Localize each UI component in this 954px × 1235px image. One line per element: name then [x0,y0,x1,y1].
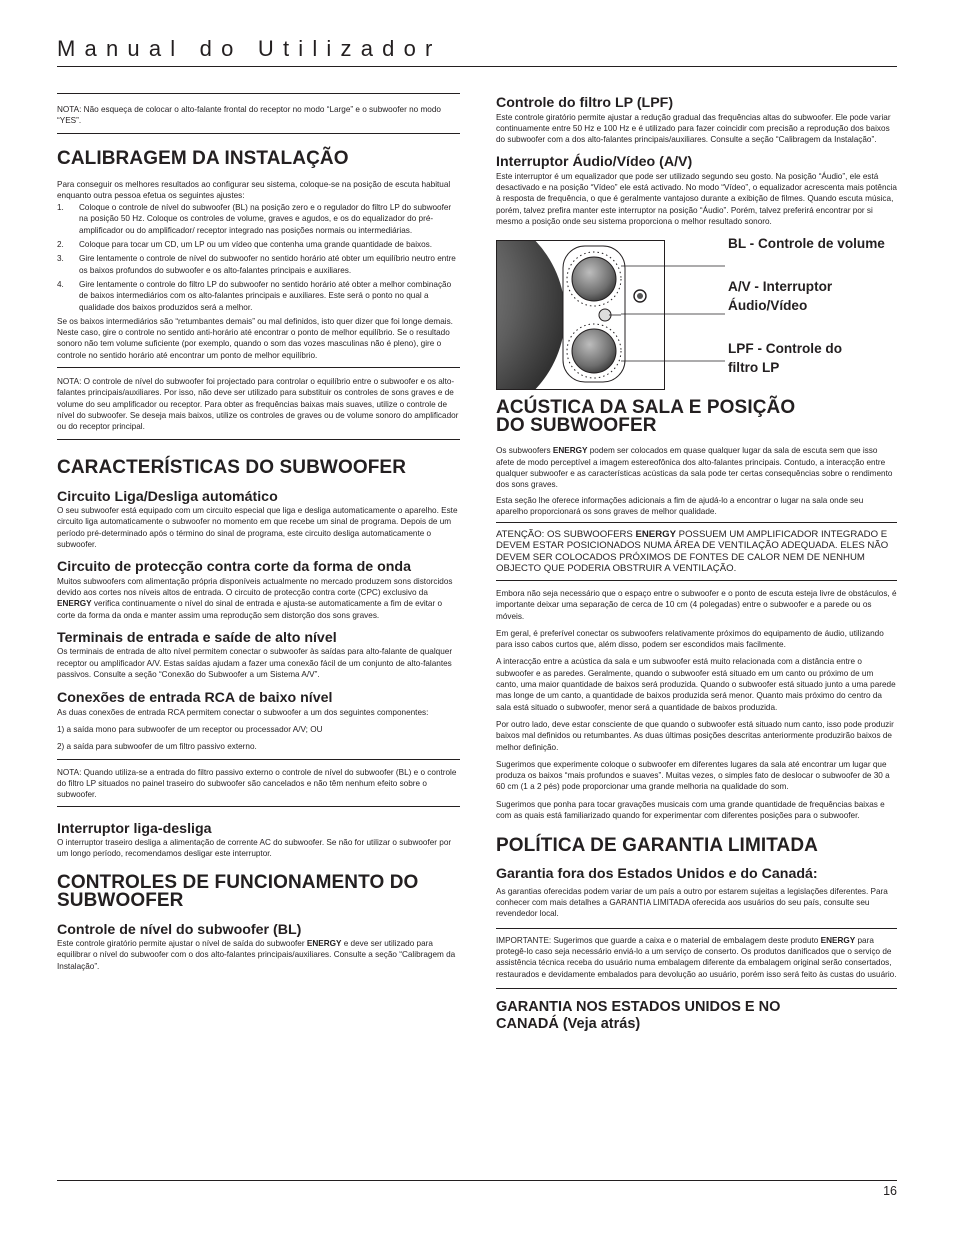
ventilation-warning: ATENÇÃO: OS SUBWOOFERS ENERGY POSSUEM UM AMPLIFICADOR INTEGRADO E DEVEM ESTAR POSICIONADOS NUMA ÁREA DE VENTILAÇÃO ADEQUADA. ELES NÃO DEVEM SER COLOCADOS PRÓXIMOS DE FONTES DE CALOR NEM DE NENHUM OBJECTO QUE PODERIA OBSTRUIR A VENTILAÇÃO. [496,522,897,581]
right-column [496,93,897,1033]
acoustics-heading-line1: ACÚSTICA DA SALA E POSIÇÃO [496,397,796,419]
brand-name: ENERGY [820,935,856,945]
calibration-heading: CALIBRAGEM DA INSTALAÇÃO [57,147,349,169]
power-switch-heading: Interruptor liga-desliga [57,820,212,837]
page-number: 16 [883,1184,897,1198]
auto-onoff-heading: Circuito Liga/Desliga automático [57,488,278,505]
acoustics-heading-line2: DO SUBWOOFER [496,415,657,437]
rca-item-1: 1) a saída mono para subwoofer de um receptor ou processador A/V; OU [57,725,323,735]
acoustics-p3: Embora não seja necessário que o espaço entre o subwoofer e o ponto de escuta esteja livre de obstáculos, é importante deixar uma separação de cerca de 10 cm (4 polegadas) entre o subwoofer e a parede ou os móveis. [496,588,897,621]
warranty-heading: POLÍTICA DE GARANTIA LIMITADA [496,835,819,857]
calibration-step: 2. Coloque para tocar um CD, um LP ou um vídeo que contenha uma grande quantidade de baixos. [57,240,433,250]
note-level-control [57,367,460,439]
cpc-heading: Circuito de protecção contra corte da forma de onda [57,559,411,576]
footer-rule [57,1180,897,1181]
label-lpf-line1: LPF - Controle do [728,341,843,357]
acoustics-p6: Por outro lado, deve estar consciente de que quando o subwoofer está situado num canto, isso pode produzir baixos mal definidos ou retumbantes. As duas últimas posições descritas anteriormente produzirão baixos de melhor definição. [496,719,894,752]
power-switch-text: O interruptor traseiro desliga a alimentação de corrente AC do subwoofer. Se não for utilizar o subwoofer por um longo período, recomendamos desligar este interruptor. [57,838,452,859]
note-front-speaker [57,93,460,134]
left-column [57,93,460,972]
high-level-heading: Terminais de entrada e saíde de alto nível [57,629,337,646]
brand-name: ENERGY [306,939,342,949]
controls-heading: CONTROLES DE FUNCIONAMENTO DO SUBWOOFER [57,871,419,911]
brand-name: ENERGY [57,599,92,609]
important-packaging-note: IMPORTANTE: Sugerimos que guarde a caixa e o material de embalagem deste produto ENERGY para protegê-lo caso seja necessário enviá-lo a um serviço de conserto. Os produtos danificados que o serviço de assistência técnica receba do usuário numa embalagem diferente da embalagem original serão consertados, restaurados e devidamente embalados para devolução ao usuário, porém isso será feito às custas do usuário. [496,928,897,989]
calibration-step: 3. Gire lentamente o controle de nível do subwoofer no sentido horário até obter um equilíbrio neutro entre os baixos profundos do subwoofer e os alto-falantes principais e auxiliares. [57,254,456,275]
warranty-outside-heading: Garantia fora dos Estados Unidos e do Canadá: [496,866,818,883]
rca-text: As duas conexões de entrada RCA permitem conectar o subwoofer a um dos seguintes componentes: [57,707,429,717]
brand-name: ENERGY [635,529,677,541]
warranty-us-heading-line1: GARANTIA NOS ESTADOS UNIDOS E NO [496,998,781,1015]
acoustics-p8: Sugerimos que ponha para tocar gravações musicais com uma grande quantidade de frequências baixas e com as quais está familiarizado quando for experimentar com diferentes posições para o subwoofer. [496,799,885,821]
control-panel-diagram [496,236,897,390]
label-av-line2: Áudio/Vídeo [728,298,808,314]
header-rule [57,66,897,67]
lpf-text: Este controle giratório permite ajustar a redução gradual das frequências altas do subwoofer. Ele pode variar continuamente entre 50 Hz e 100 Hz e é utilizado para fazer coincidir com precisão a reprodução dos baixos do subwoofer com a dos alto-falantes principais/auxiliares. Consulte a seção “Calibragem da Instalação”. [496,112,891,145]
auto-onoff-text: O seu subwoofer está equipado com um circuito especial que liga e desliga automaticamente o aparelho. Este circuito liga automaticamente o subwoofer no momento em que recebe um sinal de programa. Depois de um período pré-determinado após o término do sinal de programa, este circuito desliga automaticamente o subwoofer. [57,506,458,549]
callout-lines [496,240,736,390]
note-passive-filter [57,759,460,807]
rca-heading: Conexões de entrada RCA de baixo nível [57,690,333,707]
calibration-step: 1. Coloque o controle de nível do subwoofer (BL) na posição zero e o regulador do filtro LP do subwoofer na posição 50 Hz. Coloque os controles de volume, graves e agudos, e os do equalizador do pré-amplificador ou do amplificador/ receptor integrado nas posições normais ou intermediárias. [57,203,452,235]
label-bl: BL - Controle de volume [728,236,885,252]
calibration-step: 4. Gire lentamente o controle do filtro LP do subwoofer no sentido horário até obter a melhor combinação de baixos intermediários com os alto-falantes principais e auxiliares. Este será o ponto no qual a qualidade dos baixos produzidos será a melhor. [57,279,452,312]
running-header-title: Manual do Utilizador [57,36,442,61]
lpf-heading: Controle do filtro LP (LPF) [496,95,674,111]
label-lpf-line2: filtro LP [728,360,780,376]
brand-name: ENERGY [552,446,588,456]
acoustics-p1: Os subwoofers ENERGY podem ser colocados em quase qualquer lugar da sala de escuta sem que isso afete de modo perceptível a imagem estereofônica dos alto-falantes principais. Contudo, a interacção entre qualquer subwoofer e as características acústicas da sala pode ter certas consequências sobre o rendimento dos sons graves. [496,446,893,490]
calibration-steps [57,202,460,313]
high-level-text: Os terminais de entrada de alto nível permitem conectar o subwoofer às saídas para alto-falante de qualquer receptor ou amplificador A/V. Estas saídas ajudam a fazer uma conexão fácil de um conjunto de alto-falantes passivos. Consulte a seção “Conexão do Subwoofer a um Sistema A/V”. [57,647,453,679]
av-switch-heading: Interruptor Áudio/Vídeo (A/V) [496,154,693,171]
features-heading: CARACTERÍSTICAS DO SUBWOOFER [57,456,407,478]
bl-heading: Controle de nível do subwoofer (BL) [57,921,302,938]
calibration-intro: Para conseguir os melhores resultados ao configurar seu sistema, coloque-se na posição de escuta habitual enquanto outra pessoa efetua os seguintes ajustes: [57,179,451,200]
cpc-text: Muitos subwoofers com alimentação própria disponíveis actualmente no mercado produzem sons distorcidos devido aos cortes nos níveis altos de entrada. O circuito de protecção contra corte (CPC) exclusivo da ENERGY verifica continuamente o nível do sinal de entrada e ajusta-se automaticamente a fim de evitar o corte da forma da onda e manter assim uma reprodução sem distorção dos sons graves. [57,576,453,620]
warranty-us-heading-line2: CANADÁ (Veja atrás) [496,1015,641,1032]
acoustics-p5: A interacção entre a acústica da sala e um subwoofer está muito relacionada com a distância entre o subwoofer e as paredes. Geralmente, quando o subwoofer está situado em um canto ou próximo de um canto, uma maior quantidade de baixos será produzida. Quando o subwoofer está situado junto a uma parede mas longe de um canto, a quantidade de baixos produzida será menor. Quanto mais próximo do centro da sala está situado o subwoofer, menor será a quantidade de baixos produzida. [496,657,896,712]
note-level-control-text: NOTA: O controle de nível do subwoofer foi projectado para controlar o equilíbrio entre o subwoofer e os alto-falantes principais/auxiliares. Por isso, não deve ser utilizado para substituir os controles de sons graves e de volume do seu amplificador ou receptor. Para obter as frequências baixas mais suaves, utilize o controle de nível do subwoofer. Se deseja mais baixos, utilize os controles de graves ou de volume sonoro do amplificador ou do receptor principal. [57,377,459,432]
acoustics-p4: Em geral, é preferível conectar os subwoofers relativamente próximos do equipamento de áudio, utilizando para isso cabos curtos que, além disso, podem ser escondidos mais facilmente. [496,628,884,650]
note-front-speaker-text: NOTA: Não esqueça de colocar o alto-falante frontal do receptor no modo “Large” e o subwoofer no modo “YES”. [57,105,441,126]
acoustics-p2: Esta seção lhe oferece informações adicionais a fim de ajudá-lo a encontrar o lugar na sala onde seu aparelho proporcionará os sons graves de melhor qualidade. [496,495,864,516]
label-av-line1: A/V - Interruptor [728,279,833,295]
warranty-outside-text: As garantias oferecidas podem variar de um país a outro por estarem sujeitas a legislações diferentes. Para conhecer com mais detalhes a GARANTIA LIMITADA oferecida aos usuários do seu país, consulte seu revendedor local. [496,886,888,919]
av-switch-text: Este interruptor é um equalizador que pode ser utilizado segundo seu gosto. Na posição “Áudio”, ele está desactivado e na posição “Vídeo” ele está activado. No modo “Vídeo”, o equalizador acrescenta mais potência à resposta de frequência, o que é geralmente vantajoso durante a exibição de filmes. Quando escuta música, porém, talvez prefira manter este interruptor na posição “Áudio”. Porém, talvez preferirá encontrar por si mesmo a posição onde seu sistema proporciona o melhor resultado sonoro. [496,171,897,227]
note-passive-filter-text: NOTA: Quando utiliza-se a entrada do filtro passivo externo o controle de nível do subwoofer (BL) e o controle do filtro LP situados no painel traseiro do subwoofer são cancelados e não têm nenhum efeito sobre o subwoofer. [57,767,457,800]
acoustics-p7: Sugerimos que experimente coloque o subwoofer em diferentes lugares da sala até encontrar um lugar que produza os baixos “mais profundos e suaves”. Muitas vezes, o simples fato de deslocar o subwoofer de 30 a 60 cm (1 a 2 pés) pode proporcionar uma grande melhoria na qualidade do som. [496,759,890,792]
bl-text: Este controle giratório permite ajustar o nível de saída do subwoofer ENERGY e deve ser utilizado para equilibrar o nível do subwoofer com o dos alto-falantes principais/auxiliares. Consulte a seção “Calibragem da Instalação”. [57,939,456,971]
rca-item-2: 2) a saída para subwoofer de um filtro passivo externo. [57,742,257,752]
calibration-outro: Se os baixos intermediários são “retumbantes demais” ou mal definidos, isto quer dizer que foi longe demais. Neste caso, gire o controle no sentido anti-horário até encontrar o ponto de melhor equilíbrio. Se o resultado sonoro não tem volume suficiente (por exemplo, quando o som das vozes masculinas não é pleno), gire o controle no sentido horário até encontrar um ponto de melhor equilíbrio. [57,316,453,360]
